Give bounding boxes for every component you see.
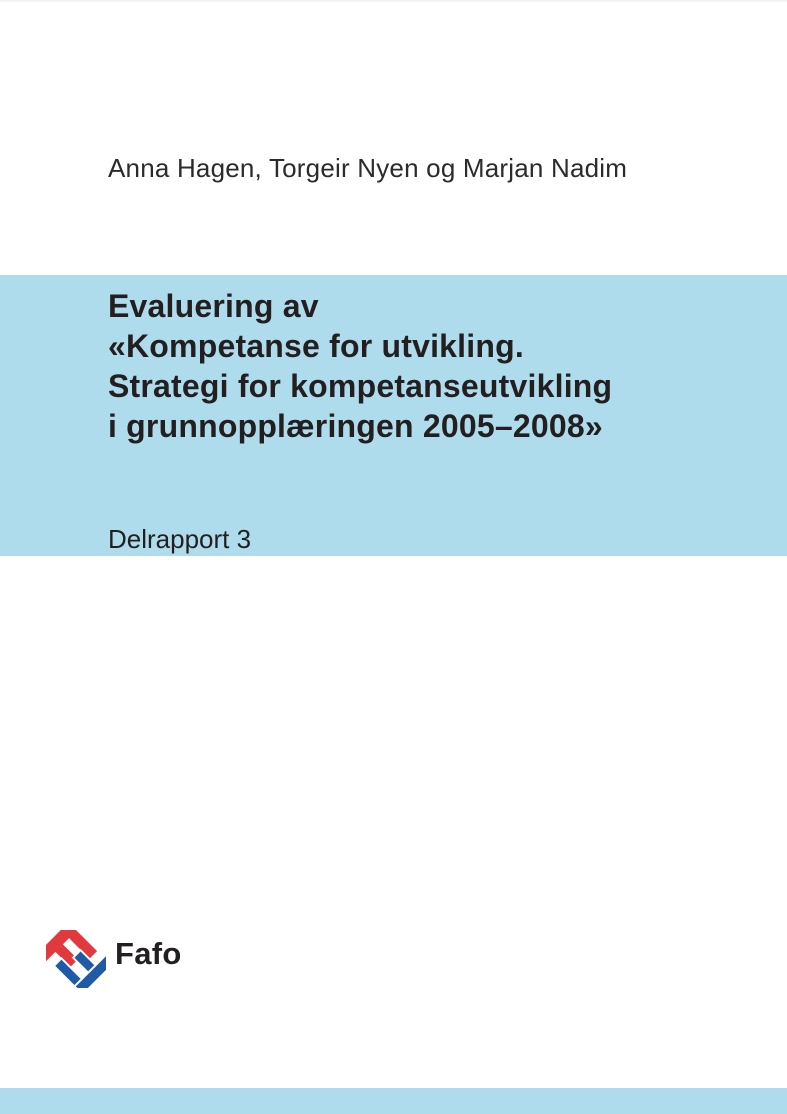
report-title-line-1: Evaluering av (108, 288, 319, 324)
report-subtitle: Delrapport 3 (108, 524, 252, 554)
bottom-accent-bar (0, 1088, 787, 1114)
authors-line: Anna Hagen, Torgeir Nyen og Marjan Nadim (108, 153, 628, 183)
fafo-logo-mark-icon (46, 930, 106, 988)
report-title-line-2: «Kompetanse for utvikling. (108, 328, 524, 364)
fafo-logo-text: Fafo (115, 936, 182, 971)
report-title-line-4: i grunnopplæringen 2005–2008» (108, 408, 603, 444)
report-title (108, 286, 612, 446)
page-top-edge (0, 0, 787, 2)
report-title-line-3: Strategi for kompetanseutvikling (108, 368, 613, 404)
title-band (0, 275, 787, 556)
fafo-logo (46, 930, 182, 988)
